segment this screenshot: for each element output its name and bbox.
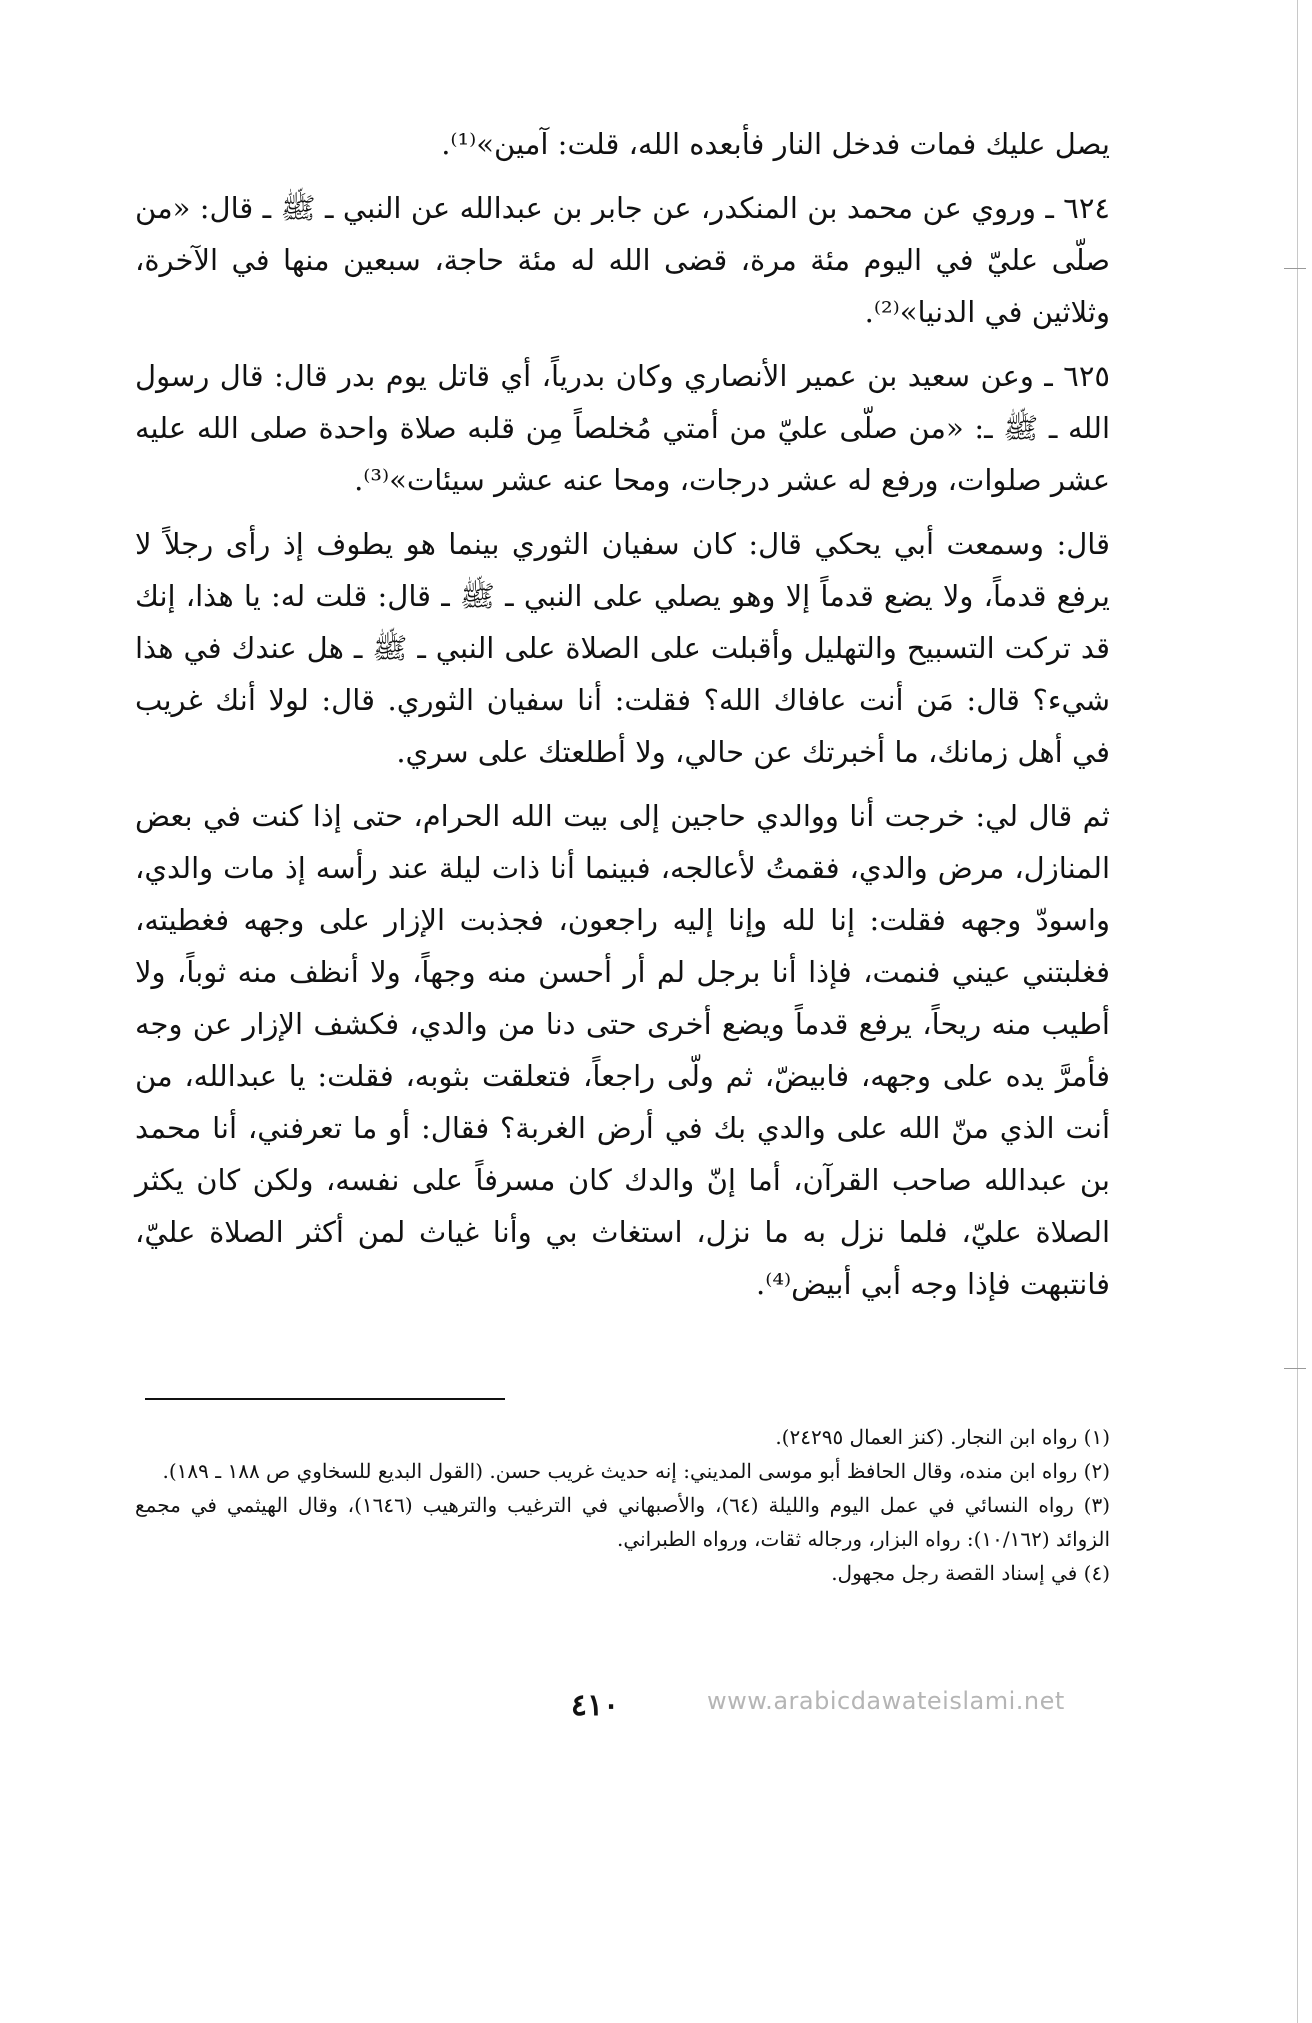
paragraph-hadith-624: ٦٢٤ ـ وروي عن محمد بن المنكدر، عن جابر بن عبدالله عن النبي ـ ﷺ ـ قال: «من صلّى عليّ في اليوم مئة مرة، قضى الله له مئة حاجة، سبعين منها في الآخرة، وثلاثين في الدنيا»⁽²⁾. — [135, 191, 1110, 329]
paragraph-sufyan-story: قال: وسمعت أبي يحكي قال: كان سفيان الثوري بينما هو يطوف إذ رأى رجلاً لا يرفع قدماً، ولا يضع قدماً إلا وهو يصلي على النبي ـ ﷺ ـ قال: قلت له: يا هذا، إنك قد تركت التسبيح والتهليل وأقبلت على الصلاة على النبي ـ ﷺ ـ هل عندك في هذا شيء؟ قال: مَن أنت عافاك الله؟ فقلت: أنا سفيان الثوري. قال: لولا أنك غريب في أهل زمانك، ما أخبرتك عن حالي، ولا أطلعتك على سري. — [135, 527, 1110, 769]
scan-edge-line — [1297, 0, 1312, 2023]
page-number: ٤١٠ — [570, 1688, 620, 1723]
footnote-4: (٤) في إسناد القصة رجل مجهول. — [831, 1561, 1110, 1585]
paragraph-continuation: يصل عليك فمات فدخل النار فأبعده الله، قلت: آمين»⁽¹⁾. — [441, 127, 1110, 161]
main-text-block — [135, 118, 1110, 1322]
footnote-2: (٢) رواه ابن منده، وقال الحافظ أبو موسى المديني: إنه حديث غريب حسن. (القول البديع للسخاوي ص ١٨٨ ـ ١٨٩). — [162, 1459, 1110, 1483]
watermark-url: www.arabicdawateislami.net — [707, 1687, 1065, 1715]
footnote-separator — [145, 1398, 505, 1400]
footnote-1: (١) رواه ابن النجار. (كنز العمال ٢٤٢٩٥). — [775, 1425, 1110, 1449]
paragraph-hadith-625: ٦٢٥ ـ وعن سعيد بن عمير الأنصاري وكان بدرياً، أي قاتل يوم بدر قال: قال رسول الله ـ ﷺ ـ: «من صلّى عليّ من أمتي مُخلصاً مِن قلبه صلاة واحدة صلى الله عليه عشر صلوات، ورفع له عشر درجات، ومحا عنه عشر سيئات»⁽³⁾. — [135, 359, 1110, 497]
footnote-3: (٣) رواه النسائي في عمل اليوم والليلة (٦٤)، والأصبهاني في الترغيب والترهيب (١٦٤٦)، وقال الهيثمي في مجمع الزوائد (١٠/١٦٢): رواه البزار، ورجاله ثقات، ورواه الطبراني. — [135, 1493, 1111, 1551]
margin-tick — [1284, 1368, 1306, 1369]
footnotes — [135, 1420, 1110, 1590]
margin-tick — [1284, 268, 1306, 269]
paragraph-father-story: ثم قال لي: خرجت أنا ووالدي حاجين إلى بيت الله الحرام، حتى إذا كنت في بعض المنازل، مرض والدي، فقمتُ لأعالجه، فبينما أنا ذات ليلة عند رأسه إذ مات والدي، واسودّ وجهه فقلت: إنا لله وإنا إليه راجعون، فجذبت الإزار على وجهه فغطيته، فغلبتني عيني فنمت، فإذا أنا برجل لم أر أحسن منه وجهاً، ولا أنظف منه ثوباً، ولا أطيب منه ريحاً، يرفع قدماً ويضع أخرى حتى دنا من والدي، فكشف الإزار عن وجه فأمرَّ يده على وجهه، فابيضّ، ثم ولّى راجعاً، فتعلقت بثوبه، فقلت: يا عبدالله، من أنت الذي منّ الله على والدي بك في أرض الغربة؟ فقال: أو ما تعرفني، أنا محمد بن عبدالله صاحب القرآن، أما إنّ والدك كان مسرفاً على نفسه، ولكن كان يكثر الصلاة عليّ، فلما نزل به ما نزل، استغاث بي وأنا غياث لمن أكثر الصلاة عليّ، فانتبهت فإذا وجه أبي أبيض⁽⁴⁾. — [135, 799, 1110, 1301]
